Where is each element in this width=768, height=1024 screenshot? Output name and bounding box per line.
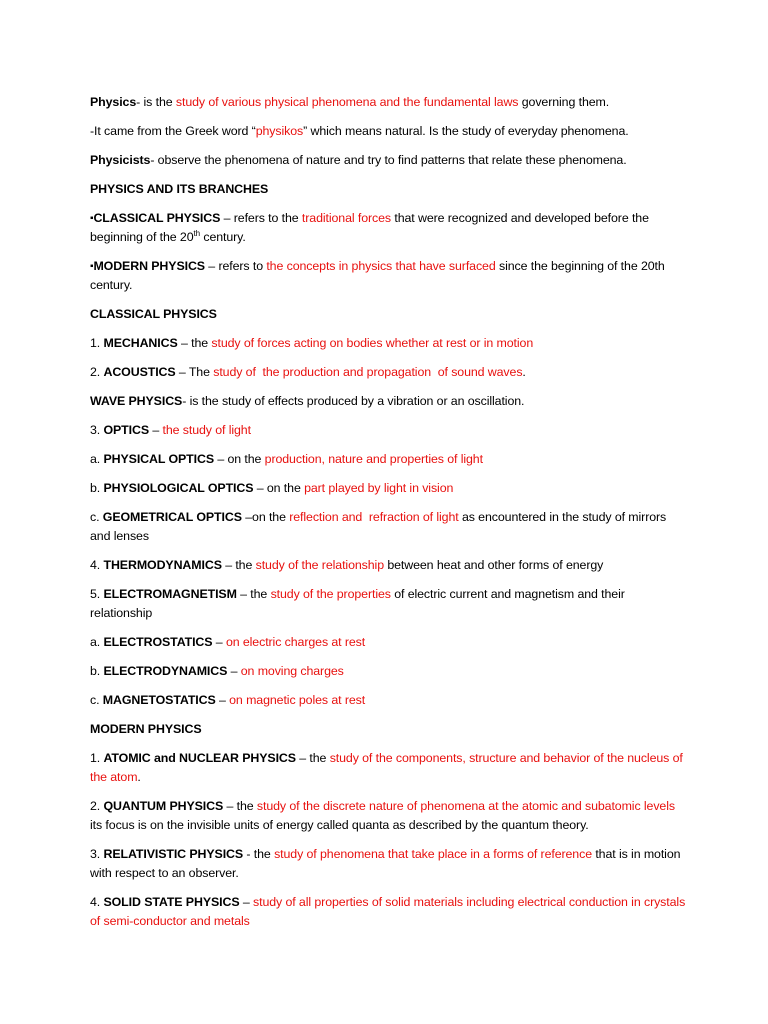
electrodynamics-item: b. ELECTRODYNAMICS – on moving charges — [90, 664, 344, 678]
quantum-physics-item: 2. QUANTUM PHYSICS – the study of the discrete nature of phenomena at the atomic and subatomic levels its focus is on the invisible units of energy called quanta as described by the quantum theory. — [90, 799, 675, 832]
classical-physics-heading: CLASSICAL PHYSICS — [90, 307, 217, 321]
electrostatics-item: a. ELECTROSTATICS – on electric charges at rest — [90, 635, 366, 649]
bullet-icon: ▪ — [90, 213, 94, 224]
thermodynamics-item: 4. THERMODYNAMICS – the study of the relationship between heat and other forms of energy — [90, 558, 604, 572]
physicists-definition: Physicists- observe the phenomena of nature and try to find patterns that relate these phenomena. — [90, 153, 627, 167]
greek-origin: -It came from the Greek word “physikos” which means natural. Is the study of everyday phenomena. — [90, 124, 629, 138]
acoustics-item: 2. ACOUSTICS – The study of the production and propagation of sound waves. — [90, 365, 526, 379]
branches-heading: PHYSICS AND ITS BRANCHES — [90, 182, 269, 196]
classical-physics-bullet: ▪CLASSICAL PHYSICS – refers to the traditional forces that were recognized and developed before the beginning of the 20th century. — [90, 211, 649, 244]
bullet-icon: ▪ — [90, 261, 94, 272]
electromagnetism-item: 5. ELECTROMAGNETISM – the study of the properties of electric current and magnetism and their relationship — [90, 587, 625, 620]
geometrical-optics-item: c. GEOMETRICAL OPTICS –on the reflection and refraction of light as encountered in the study of mirrors and lenses — [90, 510, 667, 543]
atomic-nuclear-item: 1. ATOMIC and NUCLEAR PHYSICS – the study of the components, structure and behavior of the nucleus of the atom. — [90, 751, 683, 784]
optics-item: 3. OPTICS – the study of light — [90, 423, 251, 437]
physics-definition: Physics- is the study of various physical phenomena and the fundamental laws governing them. — [90, 95, 610, 109]
mechanics-item: 1. MECHANICS – the study of forces acting on bodies whether at rest or in motion — [90, 336, 534, 350]
physical-optics-item: a. PHYSICAL OPTICS – on the production, nature and properties of light — [90, 452, 483, 466]
modern-physics-bullet: ▪MODERN PHYSICS – refers to the concepts in physics that have surfaced since the beginning of the 20th century. — [90, 259, 665, 292]
wave-physics-item: WAVE PHYSICS- is the study of effects produced by a vibration or an oscillation. — [90, 394, 525, 408]
solid-state-physics-item: 4. SOLID STATE PHYSICS – study of all properties of solid materials including electrical conduction in crystals of semi-conductor and metals — [90, 895, 686, 928]
relativistic-physics-item: 3. RELATIVISTIC PHYSICS - the study of phenomena that take place in a forms of reference that is in motion with respect to an observer. — [90, 847, 681, 880]
physiological-optics-item: b. PHYSIOLOGICAL OPTICS – on the part played by light in vision — [90, 481, 454, 495]
modern-physics-heading: MODERN PHYSICS — [90, 722, 202, 736]
magnetostatics-item: c. MAGNETOSTATICS – on magnetic poles at rest — [90, 693, 366, 707]
